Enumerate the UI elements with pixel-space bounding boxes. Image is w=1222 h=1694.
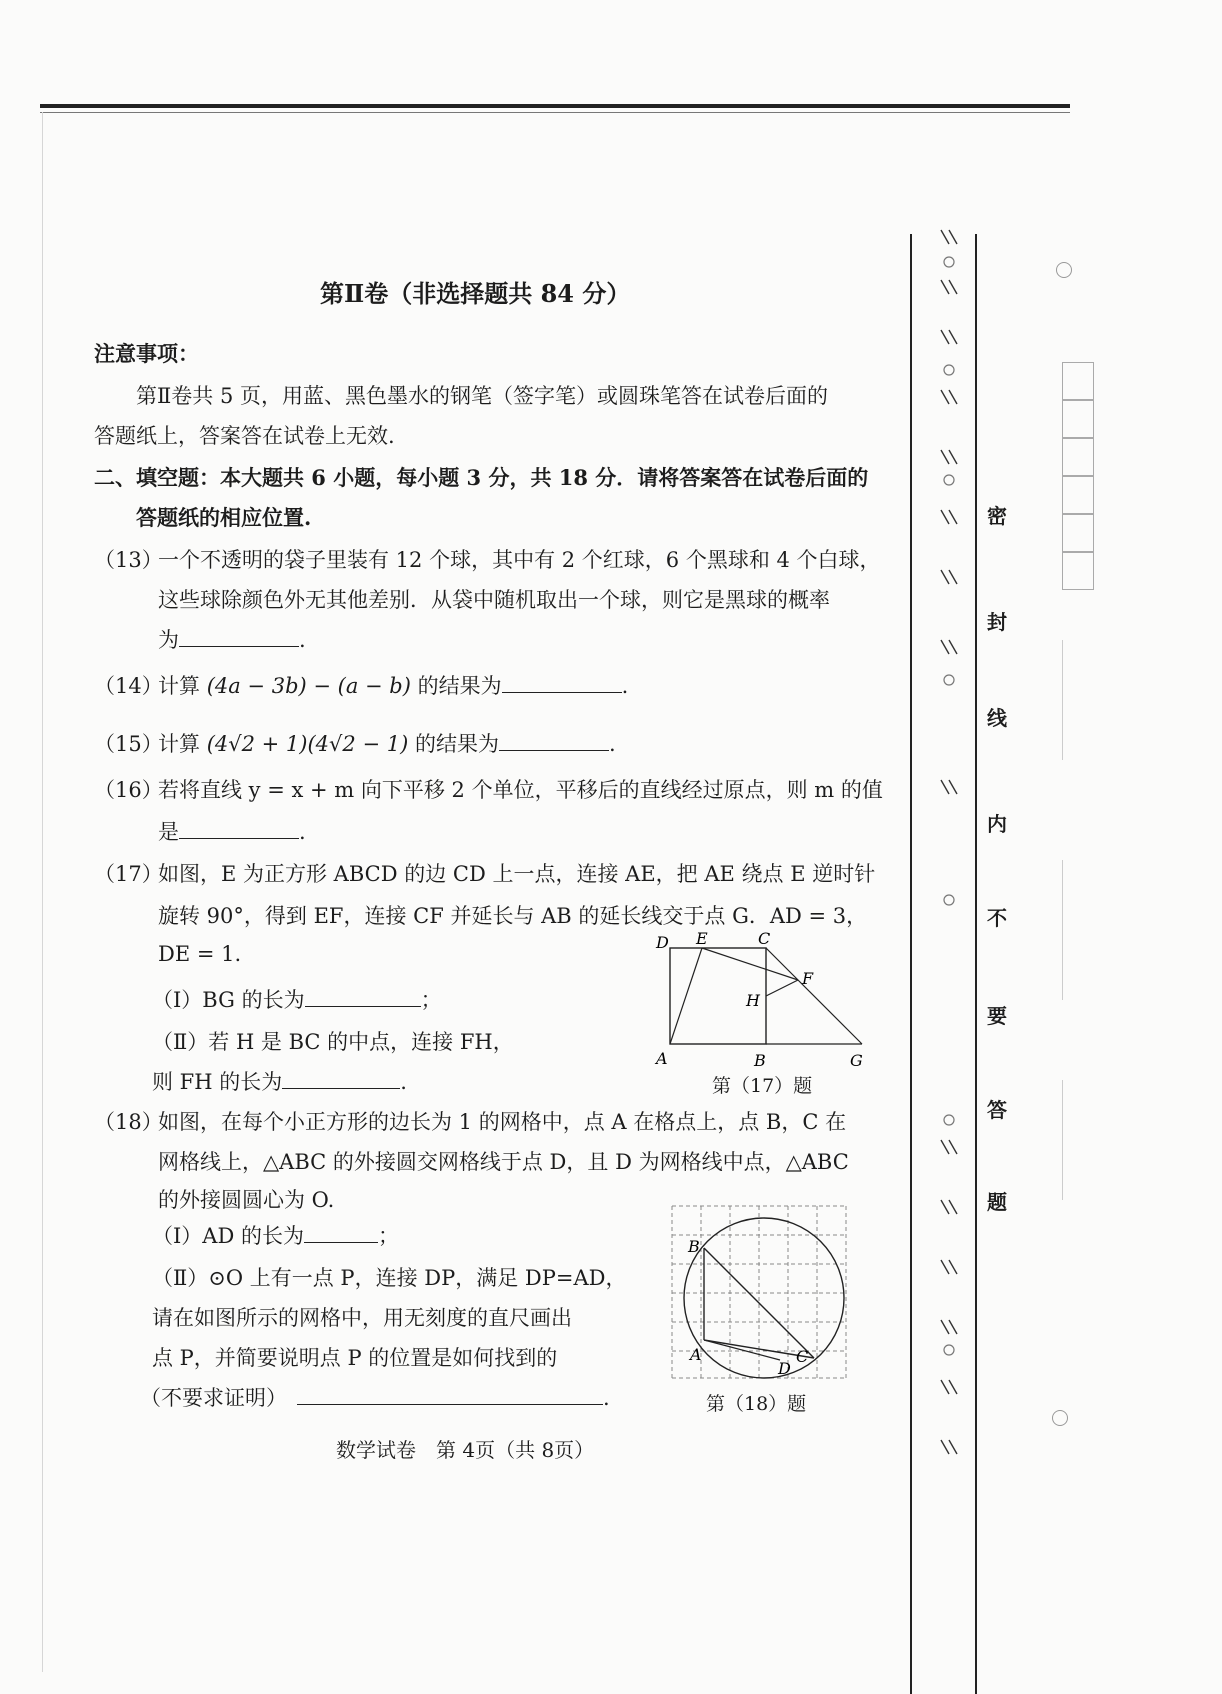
- q17-part1-text: （Ⅰ）BG 的长为: [152, 988, 305, 1012]
- q17-caption: 第（17）题: [712, 1075, 813, 1097]
- answer-blank: [282, 1068, 400, 1089]
- punch-hole-bottom: [1052, 1410, 1068, 1426]
- q17-line-3: DE = 1.: [158, 942, 242, 966]
- seal-char-1: 密: [987, 504, 1007, 528]
- segment-ae: [670, 948, 702, 1044]
- answer-blank: [179, 818, 299, 839]
- id-box: [1062, 362, 1094, 400]
- q16-number: （16）: [94, 778, 163, 802]
- label-f: F: [802, 969, 814, 988]
- answer-blank: [179, 626, 299, 647]
- id-box: [1062, 552, 1094, 590]
- q14-post: 的结果为: [417, 674, 502, 698]
- label-c: C: [796, 1347, 809, 1366]
- answer-blank: [305, 986, 421, 1007]
- seal-char-5: 不: [987, 906, 1007, 930]
- label-a: A: [690, 1345, 702, 1364]
- q18-part-5: [140, 1384, 610, 1412]
- label-g: G: [850, 1051, 863, 1070]
- q15-pre: 计算: [158, 732, 200, 756]
- label-c: C: [758, 929, 771, 948]
- page-edge: [42, 112, 43, 1672]
- punch-hole-top: [1056, 262, 1072, 278]
- q14-line: [158, 672, 628, 700]
- label-h: H: [746, 991, 760, 1010]
- segment-hf: [766, 980, 798, 996]
- q17-line-2: 旋转 90°，得到 EF，连接 CF 并延长与 AB 的延长线交于点 G．AD = 3，: [158, 904, 868, 928]
- q14-expression: (4a − 3b) − (a − b): [206, 674, 411, 698]
- answer-blank: [499, 730, 609, 751]
- q18-part5-text: （不要求证明）: [140, 1386, 287, 1410]
- q18-number: （18）: [94, 1110, 163, 1134]
- q18-part-2: （Ⅱ）⊙O 上有一点 P，连接 DP，满足 DP=AD，: [152, 1266, 627, 1290]
- seal-char-2: 封: [987, 610, 1007, 634]
- circumcircle: [684, 1218, 844, 1378]
- q13-line-2: 这些球除颜色外无其他差别．从袋中随机取出一个球，则它是黑球的概率: [158, 588, 830, 612]
- notice-heading: 注意事项：: [94, 341, 199, 366]
- q17-part3-text: 则 FH 的长为: [152, 1070, 283, 1094]
- label-b: B: [754, 1051, 766, 1070]
- q16-text: 是: [158, 820, 179, 844]
- q13-text: 为: [158, 628, 179, 652]
- q18-part1-text: （Ⅰ）AD 的长为: [152, 1224, 304, 1248]
- top-rule-thin: [40, 112, 1070, 113]
- q17-line-1: 如图，E 为正方形 ABCD 的边 CD 上一点，连接 AE，把 AE 绕点 E 逆时针: [158, 862, 876, 886]
- q17-part1-end: ；: [420, 988, 442, 1012]
- q17-figure: [650, 928, 880, 1078]
- q16-line-1: 若将直线 y = x + m 向下平移 2 个单位，平移后的直线经过原点，则 m 的值: [158, 778, 883, 802]
- section-heading: 二、填空题：本大题共 6 小题，每小题 3 分，共 18 分．请将答案答在试卷后面的: [94, 465, 869, 490]
- id-box: [1062, 438, 1094, 476]
- q18-line-3: 的外接圆圆心为 O.: [158, 1188, 335, 1212]
- notice-line-2: 答题纸上，答案答在试卷上无效.: [94, 424, 395, 448]
- q13-line-3: [158, 626, 306, 654]
- q18-part-4: 点 P，并简要说明点 P 的位置是如何找到的: [152, 1346, 558, 1370]
- q17-part-2: （Ⅱ）若 H 是 BC 的中点，连接 FH，: [152, 1030, 514, 1054]
- binding-line-left: [910, 234, 912, 1694]
- q13-line-1: 一个不透明的袋子里装有 12 个球，其中有 2 个红球，6 个黑球和 4 个白球，: [158, 548, 881, 572]
- q17-number: （17）: [94, 862, 163, 886]
- q18-line-2: 网格线上，△ABC 的外接圆交网格线于点 D，且 D 为网格线中点，△ABC: [158, 1150, 849, 1174]
- bleed-line: [1062, 640, 1063, 760]
- q18-figure: [664, 1198, 864, 1398]
- q14-pre: 计算: [158, 674, 200, 698]
- label-d: D: [778, 1359, 791, 1378]
- seal-char-7: 答: [987, 1098, 1007, 1122]
- label-e: E: [696, 929, 708, 948]
- q16-end: .: [299, 820, 306, 844]
- answer-blank: [502, 672, 622, 693]
- q17-part3-end: .: [400, 1070, 407, 1094]
- q15-line: [158, 730, 616, 758]
- section-heading-2: 答题纸的相应位置.: [136, 505, 312, 530]
- q18-part-3: 请在如图所示的网格中，用无刻度的直尺画出: [152, 1306, 572, 1330]
- q13-number: （13）: [94, 548, 163, 572]
- binding-line-right: [975, 234, 977, 1694]
- q17-part-3: [152, 1068, 407, 1096]
- label-a: A: [656, 1049, 668, 1068]
- id-box: [1062, 400, 1094, 438]
- answer-blank: [304, 1222, 378, 1243]
- label-b: B: [688, 1237, 700, 1256]
- id-box: [1062, 514, 1094, 552]
- q13-end: .: [299, 628, 306, 652]
- seal-char-8: 题: [987, 1190, 1007, 1214]
- q18-part-1: [152, 1222, 399, 1250]
- id-box: [1062, 476, 1094, 514]
- label-d: D: [656, 933, 669, 952]
- q15-number: （15）: [94, 732, 163, 756]
- binding-hatching: [935, 220, 971, 1490]
- q15-post: 的结果为: [414, 732, 499, 756]
- segment-ef: [702, 948, 798, 980]
- bleed-line: [1062, 860, 1063, 1000]
- seal-char-3: 线: [987, 706, 1007, 730]
- q18-part5-end: .: [603, 1386, 610, 1410]
- page-title: 第Ⅱ卷（非选择题共 84 分）: [320, 279, 631, 308]
- top-rule: [40, 104, 1070, 108]
- notice-line-1: 第Ⅱ卷共 5 页，用蓝、黑色墨水的钢笔（签字笔）或圆珠笔答在试卷后面的: [136, 384, 828, 408]
- q14-number: （14）: [94, 674, 163, 698]
- q18-line-1: 如图，在每个小正方形的边长为 1 的网格中，点 A 在格点上，点 B，C 在: [158, 1110, 847, 1134]
- segment-cg: [766, 948, 862, 1044]
- q18-caption: 第（18）题: [706, 1393, 807, 1415]
- q15-expression: (4√2 + 1)(4√2 − 1): [206, 732, 409, 756]
- q18-part1-end: ；: [377, 1224, 399, 1248]
- seal-char-4: 内: [987, 812, 1007, 836]
- seal-char-6: 要: [987, 1004, 1007, 1028]
- q15-end: .: [608, 732, 616, 756]
- bleed-line: [1062, 1080, 1063, 1200]
- q17-part-1: [152, 986, 442, 1014]
- q16-line-2: [158, 818, 306, 846]
- page-footer: 数学试卷 第 4页（共 8页）: [336, 1438, 595, 1462]
- q14-end: .: [621, 674, 629, 698]
- answer-blank: [297, 1384, 603, 1405]
